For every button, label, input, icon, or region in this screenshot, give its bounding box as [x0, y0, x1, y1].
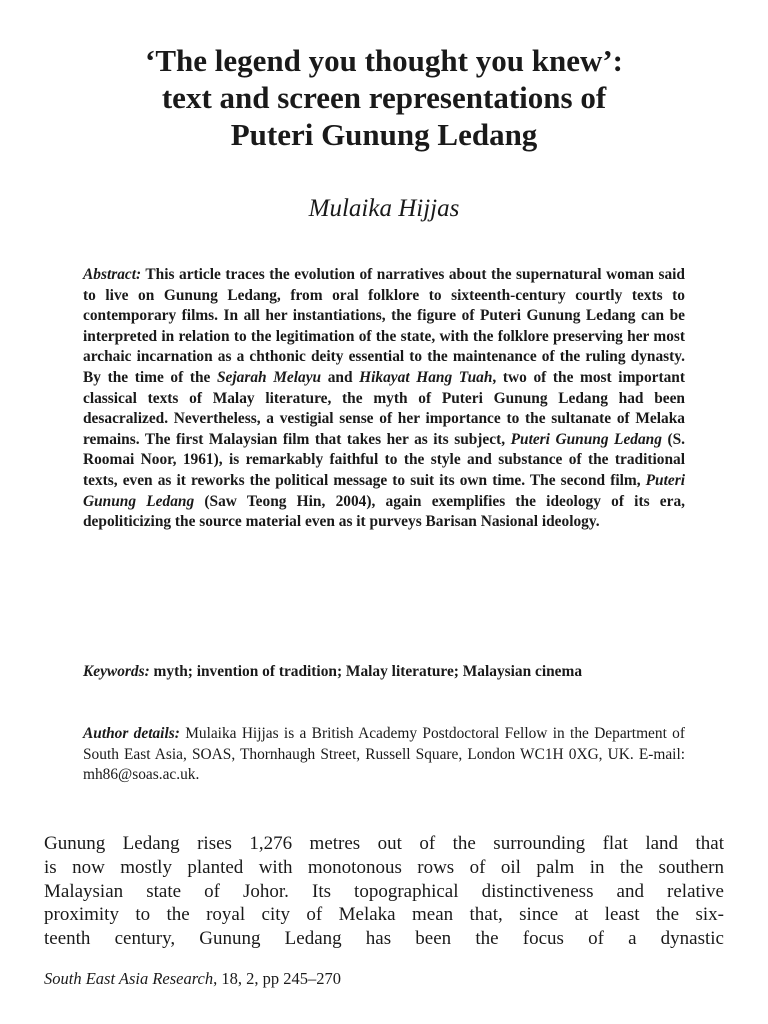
journal-citation: [44, 968, 724, 990]
abstract-text: and: [321, 368, 360, 386]
article-title: [40, 42, 728, 153]
keywords-paragraph: [83, 662, 685, 683]
article-author: Mulaika Hijjas: [308, 195, 460, 222]
title-line: ‘The legend you thought you knew’:: [145, 43, 623, 78]
title-line: Puteri Gunung Ledang: [230, 117, 538, 152]
keywords-label: Keywords:: [83, 663, 150, 680]
body-line: teenth century, Gunung Ledang has been the focus of a dynastic: [44, 928, 724, 950]
body-line: proximity to the royal city of Melaka mean that, since at least the six-: [44, 904, 724, 926]
abstract-title-ref: Puteri Gunung Ledang: [83, 471, 685, 510]
author-details-label: Author details:: [83, 725, 180, 742]
abstract-paragraph: [83, 265, 685, 533]
keywords-text: myth; invention of tradition; Malay literature; Malaysian cinema: [149, 663, 583, 680]
body-paragraph: [44, 832, 724, 951]
abstract-label: Abstract:: [83, 266, 142, 283]
abstract-text: (Saw Teong Hin, 2004), again exemplifies the ideology of its era, depoliticizing the source material even as it purveys Barisan Nasional ideology.: [83, 492, 685, 531]
abstract-text: , two of the most important classical texts of Malay literature, the myth of Puteri Gunung Ledang had been desacralized. Nevertheless, a vestigial sense of her importance to the sultanate of Melaka remains. The first Malaysian film that takes her as its subject,: [83, 368, 685, 448]
abstract-title-ref: Puteri Gunung Ledang: [510, 430, 662, 448]
journal-volume-pages: , 18, 2, pp 245–270: [213, 969, 341, 988]
abstract-text: (S. Roomai Noor, 1961), is remarkably faithful to the style and substance of the traditional texts, even as it reworks the political message to suit its own time. The second film,: [83, 430, 685, 489]
abstract-title-ref: Hikayat Hang Tuah: [359, 368, 493, 386]
abstract-title-ref: Sejarah Melayu: [216, 368, 322, 386]
author-details-paragraph: [83, 724, 685, 786]
body-line: Malaysian state of Johor. Its topographical distinctiveness and relative: [44, 880, 724, 902]
body-line: Gunung Ledang rises 1,276 metres out of the surrounding flat land that: [44, 833, 724, 854]
journal-name: South East Asia Research: [44, 969, 214, 988]
abstract-text: This article traces the evolution of narratives about the supernatural woman said to live on Gunung Ledang, from oral folklore to sixteenth-century courtly texts to contemporary films. In all her instantiations, the figure of Puteri Gunung Ledang can be interpreted in relation to the legitimation of the state, with the folklore preserving her most archaic incarnation as a chthonic deity essential to the maintenance of the ruling dynasty. By the time of the: [83, 266, 685, 386]
title-line: text and screen representations of: [161, 80, 607, 115]
author-details-text: Mulaika Hijjas is a British Academy Postdoctoral Fellow in the Department of South East Asia, SOAS, Thornhaugh Street, Russell Square, London WC1H 0XG, UK. E-mail: mh86@soas.ac.uk.: [83, 725, 685, 784]
body-line: is now mostly planted with monotonous rows of oil palm in the southern: [44, 856, 724, 878]
